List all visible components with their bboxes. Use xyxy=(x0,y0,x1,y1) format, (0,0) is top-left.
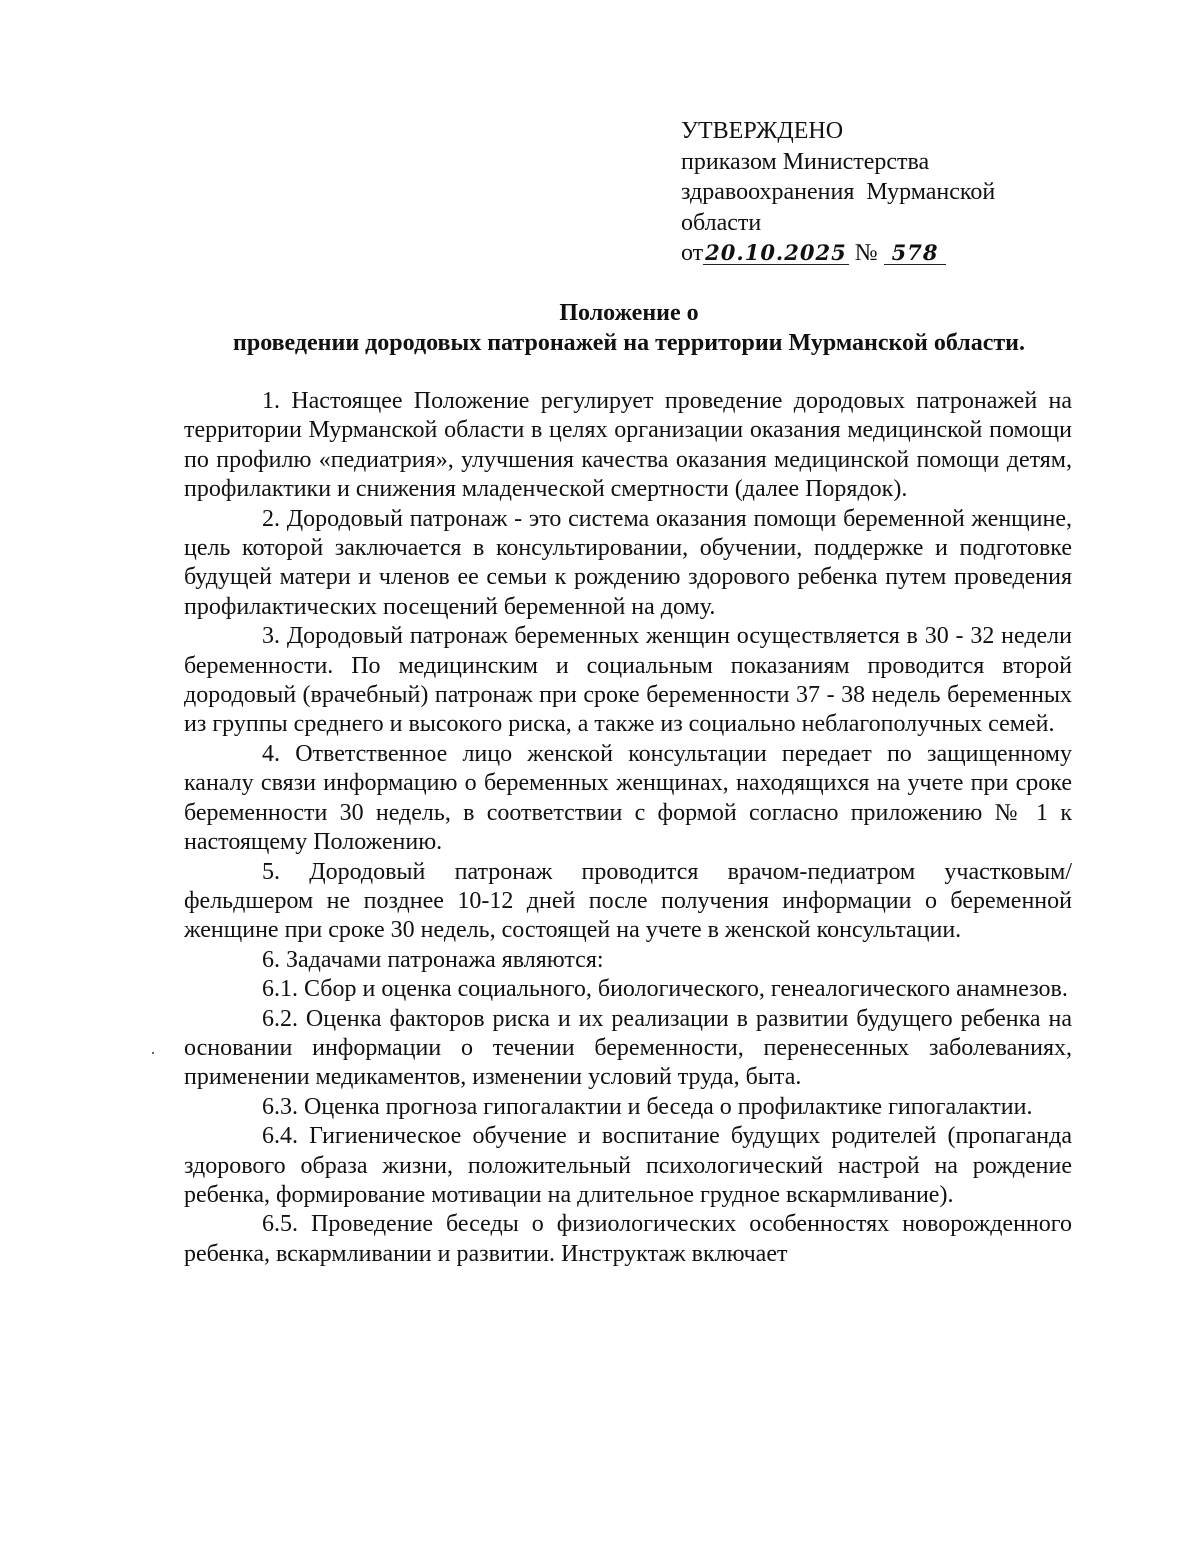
number-sign: № xyxy=(854,240,878,266)
handwritten-date: 20.10.2025 xyxy=(705,240,847,265)
document-body xyxy=(184,387,1072,1269)
paragraph-6-5: 6.5. Проведение беседы о физиологических особенностях новорожденного ребенка, вскармливании и развитии. Инструктаж включает xyxy=(184,1211,1072,1267)
date-prefix: от xyxy=(681,240,704,266)
paragraph-1: 1. Настоящее Положение регулирует проведение дородовых патронажей на территории Мурманской области в целях организации оказания медицинской помощи по профилю «педиатрия», улучшения качества оказания медицинской помощи детям, профилактики и снижения младенческой смертности (далее Порядок). xyxy=(184,388,1072,503)
title-line-1: Положение о xyxy=(559,300,699,326)
paragraph-6-4: 6.4. Гигиеническое обучение и воспитание будущих родителей (пропаганда здорового образа жизни, положительный психологический настрой на рождение ребенка, формирование мотивации на длительное грудное вскармливание). xyxy=(184,1123,1072,1208)
paragraph-2: 2. Дородовый патронаж - это система оказания помощи беременной женщине, цель которой заключается в консультировании, обучении, поддержке и подготовке будущей матери и членов ее семьи к рождению здорового ребенка путем проведения профилактических посещений беременной на дому. xyxy=(184,505,1072,620)
handwritten-number: 578 xyxy=(884,242,947,265)
paragraph-6: 6. Задачами патронажа являются: xyxy=(262,946,604,973)
paragraph-6-3: 6.3. Оценка прогноза гипогалактии и беседа о профилактике гипогалактии. xyxy=(262,1093,1033,1120)
approval-line-3: области xyxy=(681,209,762,236)
scan-speck xyxy=(152,1052,154,1054)
approval-line-1: приказом Министерства xyxy=(681,148,930,175)
paragraph-3: 3. Дородовый патронаж беременных женщин осуществляется в 30 - 32 недели беременности. По медицинским и социальным показаниям проводится второй дородовый (врачебный) патронаж при сроке беременности 37 - 38 недель беременных из группы среднего и высокого риска, а также из социально неблагополучных семей. xyxy=(184,623,1072,738)
paragraph-4: 4. Ответственное лицо женской консультации передает по защищенному каналу связи информацию о беременных женщинах, находящихся на учете при сроке беременности 30 недель, в соответствии с формой согласно приложению № 1 к настоящему Положению. xyxy=(184,740,1072,856)
document-title xyxy=(184,298,1074,358)
paragraph-6-1: 6.1. Сбор и оценка социального, биологического, генеалогического анамнезов. xyxy=(262,976,1068,1003)
approval-heading: УТВЕРЖДЕНО xyxy=(681,118,844,144)
approval-line-2: здравоохранения Мурманской xyxy=(681,179,996,205)
paragraph-6-2: 6.2. Оценка факторов риска и их реализации в развитии будущего ребенка на основании информации о течении беременности, перенесенных заболеваниях, применении медикаментов, изменении условий труда, быта. xyxy=(184,1005,1072,1091)
paragraph-5: 5. Дородовый патронаж проводится врачом-педиатром участковым/фельдшером не позднее 10-12 дней после получения информации о беременной женщине при сроке 30 недель, состоящей на учете в женской консультации. xyxy=(184,858,1072,944)
approval-block xyxy=(681,116,1101,269)
title-line-2: проведении дородовых патронажей на территории Мурманской области. xyxy=(233,330,1025,356)
approval-date-line xyxy=(681,238,1101,269)
